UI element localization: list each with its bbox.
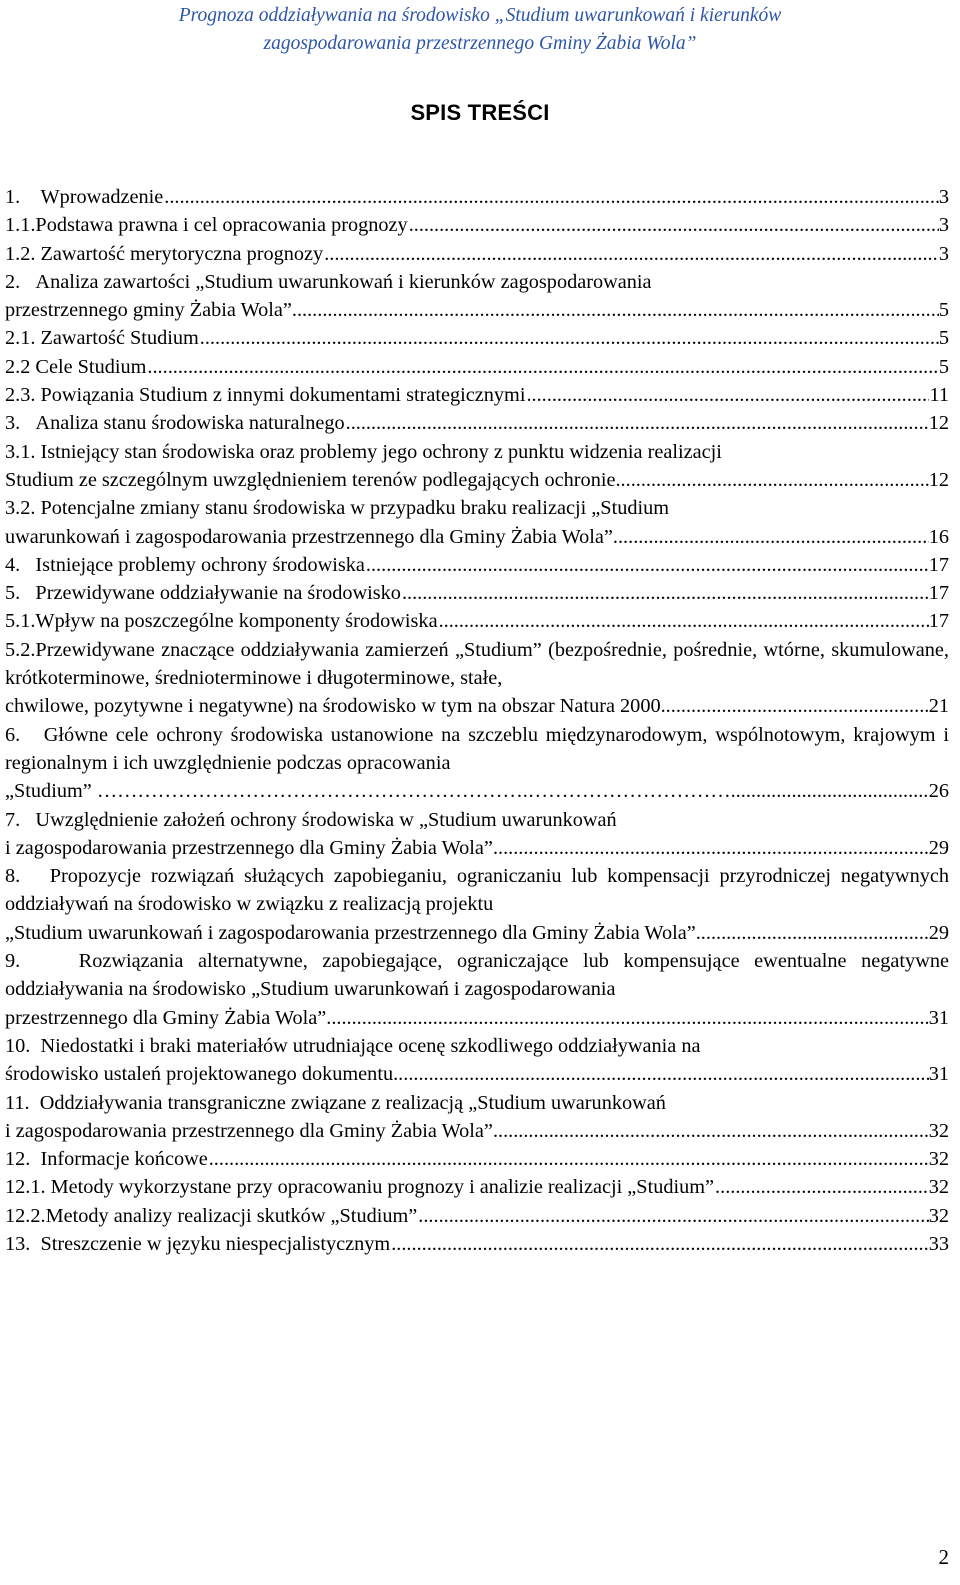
toc-page-number: 5 — [938, 327, 949, 350]
toc-entry-text: „Studium uwarunkowań i zagospodarowania przestrzennego dla Gminy Żabia Wola” — [5, 921, 696, 944]
toc-entry[interactable] — [5, 636, 949, 721]
toc-page-number: 32 — [928, 1119, 949, 1142]
dot-leader — [493, 1117, 929, 1145]
toc-entry[interactable] — [5, 438, 949, 495]
toc-entry-last-line — [5, 1004, 949, 1032]
toc-page-number: 16 — [928, 525, 949, 548]
dot-leader — [615, 466, 928, 494]
toc-entry-text: 5.2.Przewidywane znaczące oddziaływania zamierzeń „Studium” (bezpośrednie, pośrednie, wtórne, skumulowane, krótkoterminowe, średnioterminowe i długoterminowe, stałe, — [5, 638, 949, 690]
toc-entry-text: 11. Oddziaływania transgraniczne związane z realizacją „Studium uwarunkowań — [5, 1091, 666, 1114]
toc-page-number: 5 — [938, 355, 949, 378]
dot-leader — [493, 834, 929, 862]
toc-entry[interactable] — [5, 211, 949, 239]
toc-entry-last-line — [5, 834, 949, 862]
toc-entry-text: 12. Informacje końcowe — [5, 1148, 208, 1171]
toc-entry-text: 8. Propozycje rozwiązań służących zapobieganiu, ograniczaniu lub kompensacji przyrodniczej negatywnych oddziaływań na środowisko w związku z realizacją projektu — [5, 865, 949, 916]
toc-entry-last-line — [5, 777, 949, 805]
toc-page-number: 12 — [928, 412, 949, 435]
dot-leader — [661, 692, 929, 720]
toc-entry-last-line — [5, 296, 949, 324]
toc-entry-text: 3.2. Potencjalne zmiany stanu środowiska w przypadku braku realizacji „Studium — [5, 497, 670, 520]
toc-entry[interactable] — [5, 324, 949, 352]
toc-entry[interactable] — [5, 579, 949, 607]
toc-page-number: 31 — [928, 1006, 949, 1029]
toc-entry[interactable] — [5, 183, 949, 211]
toc-entry[interactable] — [5, 381, 949, 409]
toc-page-number: 21 — [928, 695, 949, 718]
toc-entry-text: 2.3. Powiązania Studium z innymi dokumentami strategicznymi — [5, 384, 526, 407]
dot-leader — [200, 324, 939, 352]
dot-leader — [746, 777, 929, 805]
toc-page-number: 31 — [928, 1063, 949, 1086]
toc-entry-text: i zagospodarowania przestrzennego dla Gminy Żabia Wola” — [5, 836, 493, 859]
header-line-1: Prognoza oddziaływania na środowisko „Studium uwarunkowań i kierunków — [178, 5, 782, 26]
toc-page-number: 3 — [938, 214, 949, 237]
toc-entry-text: 1.2. Zawartość merytoryczna prognozy — [5, 242, 324, 265]
toc-entry-last-line — [5, 692, 949, 720]
toc-page-number: 5 — [938, 299, 949, 322]
toc-entry-text: 2.1. Zawartość Studium — [5, 327, 199, 350]
toc-entry-text: 1. Wprowadzenie — [5, 186, 164, 208]
toc-entry[interactable] — [5, 268, 949, 325]
toc-entry[interactable] — [5, 1089, 949, 1146]
toc-entry-text: 5. Przewidywane oddziaływanie na środowisko — [5, 582, 401, 605]
toc-page-number: 3 — [938, 186, 949, 208]
toc-entry-text: przestrzennego dla Gminy Żabia Wola” — [5, 1006, 327, 1029]
toc-entry[interactable] — [5, 862, 949, 947]
page-number: 2 — [938, 1545, 949, 1569]
table-of-contents — [5, 183, 949, 1258]
toc-entry-text: i zagospodarowania przestrzennego dla Gminy Żabia Wola” — [5, 1119, 493, 1142]
dot-leader — [366, 551, 929, 579]
toc-entry[interactable] — [5, 1202, 949, 1230]
dot-leader — [209, 1145, 929, 1173]
dot-leader — [326, 1004, 928, 1032]
toc-entry-last-line — [5, 466, 949, 494]
dot-leader — [346, 409, 929, 437]
toc-entry[interactable] — [5, 607, 949, 635]
toc-entry-text: 2. Analiza zawartości „Studium uwarunkowań i kierunków zagospodarowania — [5, 270, 652, 293]
toc-page-number: 11 — [929, 384, 949, 407]
toc-entry-text: chwilowe, pozytywne i negatywne) na środowisko w tym na obszar Natura 2000 — [5, 695, 661, 718]
toc-entry[interactable] — [5, 1230, 949, 1258]
toc-entry-text: 12.1. Metody wykorzystane przy opracowaniu prognozy i analizie realizacji „Studium” — [5, 1176, 715, 1199]
toc-entry[interactable] — [5, 806, 949, 863]
toc-entry-text: 6. Główne cele ochrony środowiska ustanowione na szczeblu międzynarodowym, wspólnotowym, krajowym i regionalnym i ich uwzględnienie podczas opracowania — [5, 723, 949, 774]
toc-entry-text: 9. Rozwiązania alternatywne, zapobiegające, ograniczające lub kompensujące ewentualne negatywne oddziaływania na środowisko „Studium uwarunkowań i zagospodarowania — [5, 950, 949, 1001]
toc-entry-text: uwarunkowań i zagospodarowania przestrzennego dla Gminy Żabia Wola” — [5, 525, 613, 548]
toc-page-number: 17 — [928, 582, 949, 605]
toc-entry-last-line — [5, 523, 949, 551]
dot-leader — [164, 183, 939, 211]
toc-page-number: 26 — [928, 780, 949, 803]
dot-leader — [418, 1202, 928, 1230]
toc-entry-text: 12.2.Metody analizy realizacji skutków „Studium” — [5, 1204, 418, 1227]
dot-leader — [613, 523, 929, 551]
toc-entry-text: przestrzennego gminy Żabia Wola” — [5, 299, 292, 322]
dot-leader — [439, 607, 929, 635]
toc-page-number: 32 — [928, 1176, 949, 1199]
toc-page-number: 29 — [928, 921, 949, 944]
toc-entry[interactable] — [5, 721, 949, 806]
toc-page-number: 32 — [928, 1148, 949, 1171]
toc-entry-last-line — [5, 919, 949, 947]
dot-leader — [696, 919, 929, 947]
dot-leader — [391, 1230, 929, 1258]
toc-entry[interactable] — [5, 947, 949, 1032]
toc-page-number: 17 — [928, 610, 949, 633]
dot-leader — [292, 296, 939, 324]
toc-entry[interactable] — [5, 494, 949, 551]
toc-page-number: 29 — [928, 836, 949, 859]
toc-entry[interactable] — [5, 1145, 949, 1173]
toc-entry-text: 1.1.Podstawa prawna i cel opracowania prognozy — [5, 214, 408, 237]
toc-entry-text: 2.2 Cele Studium — [5, 355, 147, 378]
toc-entry-text: 10. Niedostatki i braki materiałów utrudniające ocenę szkodliwego oddziaływania na — [5, 1034, 701, 1057]
page-title: SPIS TREŚCI — [410, 100, 550, 125]
toc-entry[interactable] — [5, 1032, 949, 1089]
toc-entry-text: 7. Uwzględnienie założeń ochrony środowiska w „Studium uwarunkowań — [5, 808, 617, 831]
toc-page-number: 12 — [928, 468, 949, 491]
dot-leader — [402, 579, 929, 607]
dot-leader — [147, 353, 938, 381]
dot-leader — [393, 1060, 929, 1088]
toc-entry[interactable] — [5, 409, 949, 437]
toc-entry[interactable] — [5, 551, 949, 579]
toc-entry-text: Studium ze szczególnym uwzględnieniem terenów podlegających ochronie — [5, 468, 616, 491]
toc-entry-last-line — [5, 1117, 949, 1145]
toc-page-number: 3 — [938, 242, 949, 265]
toc-entry-text: „Studium” ……………………………………………………….…………………………... — [5, 780, 746, 803]
header-line-2: zagospodarowania przestrzennego Gminy Żabia Wola” — [263, 33, 697, 54]
toc-page-number: 33 — [928, 1232, 949, 1255]
dot-leader — [324, 240, 939, 268]
toc-entry-last-line — [5, 1060, 949, 1088]
toc-entry-text: 13. Streszczenie w języku niespecjalistycznym — [5, 1232, 391, 1255]
toc-entry-text: 5.1.Wpływ na poszczególne komponenty środowiska — [5, 610, 438, 633]
dot-leader — [715, 1173, 929, 1201]
dot-leader — [526, 381, 929, 409]
toc-page-number: 32 — [928, 1204, 949, 1227]
toc-entry[interactable] — [5, 1173, 949, 1201]
dot-leader — [409, 211, 939, 239]
toc-entry-text: 3.1. Istniejący stan środowiska oraz problemy jego ochrony z punktu widzenia realizacji — [5, 440, 722, 463]
toc-entry[interactable] — [5, 240, 949, 268]
toc-entry[interactable] — [5, 353, 949, 381]
toc-entry-text: 3. Analiza stanu środowiska naturalnego — [5, 412, 345, 435]
running-header — [0, 2, 960, 58]
toc-page-number: 17 — [928, 553, 949, 576]
toc-entry-text: 4. Istniejące problemy ochrony środowiska — [5, 553, 365, 576]
toc-entry-text: środowisko ustaleń projektowanego dokumentu — [5, 1063, 394, 1086]
